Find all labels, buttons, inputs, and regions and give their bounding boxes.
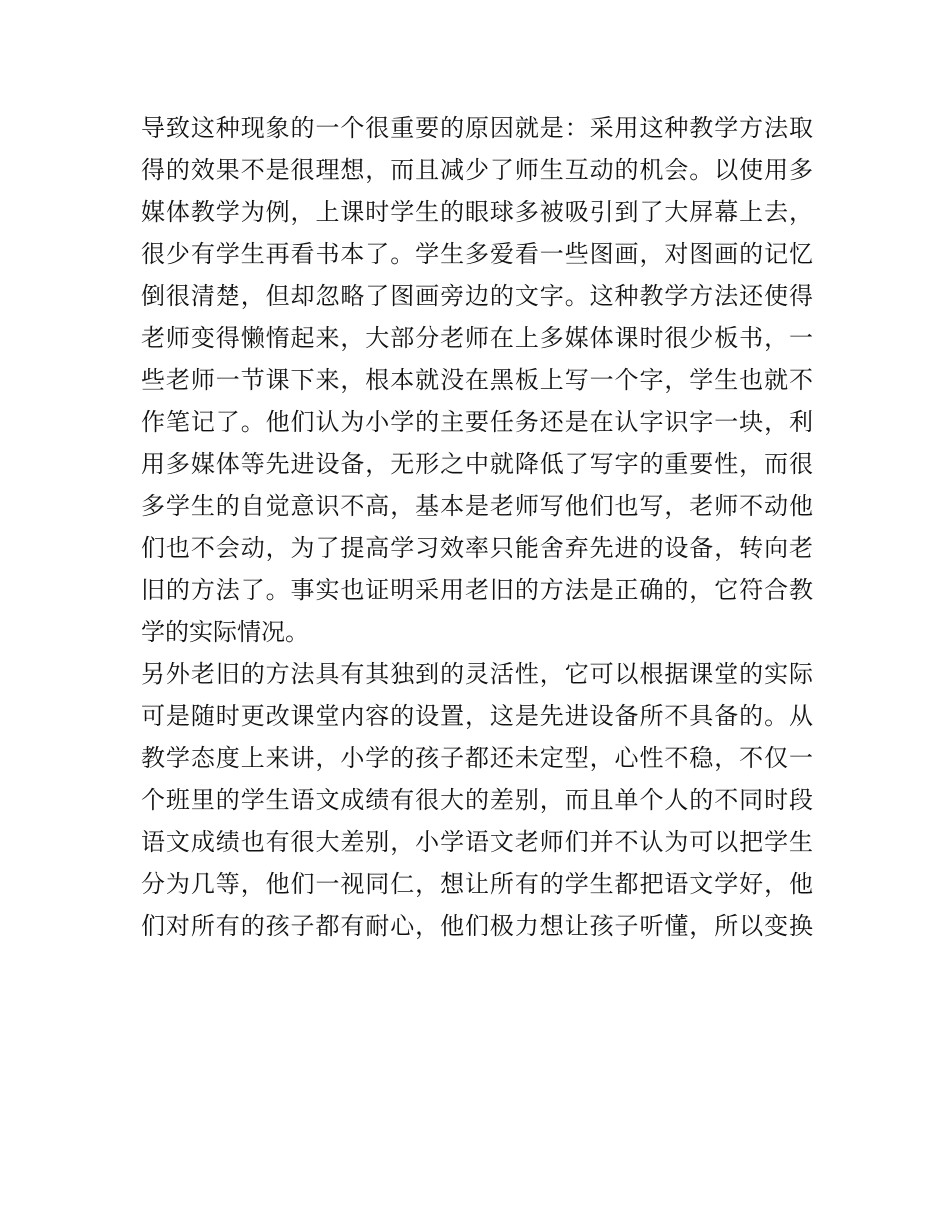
text-line: 媒体教学为例，上课时学生的眼球多被吸引到了大屏幕上去， — [141, 198, 813, 226]
text-line: 多学生的自觉意识不高，基本是老师写他们也写，老师不动他 — [141, 492, 813, 520]
text-line: 语文成绩也有很大差别，小学语文老师们并不认为可以把学生 — [141, 828, 813, 856]
text-line: 个班里的学生语文成绩有很大的差别，而且单个人的不同时段 — [141, 786, 813, 814]
text-line: 教学态度上来讲，小学的孩子都还未定型，心性不稳，不仅一 — [141, 744, 813, 772]
text-line: 旧的方法了。事实也证明采用老旧的方法是正确的，它符合教 — [141, 576, 813, 604]
text-line: 作笔记了。他们认为小学的主要任务还是在认字识字一块，利 — [141, 408, 813, 436]
paragraph-1 — [141, 107, 813, 653]
text-line: 导致这种现象的一个很重要的原因就是：采用这种教学方法取 — [141, 114, 813, 142]
text-line: 得的效果不是很理想，而且减少了师生互动的机会。以使用多 — [141, 156, 813, 184]
text-line: 些老师一节课下来，根本就没在黑板上写一个字，学生也就不 — [141, 366, 813, 394]
text-line: 们对所有的孩子都有耐心，他们极力想让孩子听懂，所以变换 — [141, 912, 813, 940]
text-line: 分为几等，他们一视同仁，想让所有的学生都把语文学好，他 — [141, 870, 813, 898]
text-line: 老师变得懒惰起来，大部分老师在上多媒体课时很少板书，一 — [141, 324, 813, 352]
text-line: 另外老旧的方法具有其独到的灵活性，它可以根据课堂的实际 — [141, 660, 813, 688]
text-line: 学的实际情况。 — [141, 618, 309, 646]
paragraph-2 — [141, 653, 813, 947]
text-line: 倒很清楚，但却忽略了图画旁边的文字。这种教学方法还使得 — [141, 282, 813, 310]
text-line: 用多媒体等先进设备，无形之中就降低了写字的重要性，而很 — [141, 450, 813, 478]
text-line: 们也不会动，为了提高学习效率只能舍弃先进的设备，转向老 — [141, 534, 813, 562]
text-line: 很少有学生再看书本了。学生多爱看一些图画，对图画的记忆 — [141, 240, 813, 268]
text-line: 可是随时更改课堂内容的设置，这是先进设备所不具备的。从 — [141, 702, 813, 730]
body-text — [141, 107, 813, 947]
